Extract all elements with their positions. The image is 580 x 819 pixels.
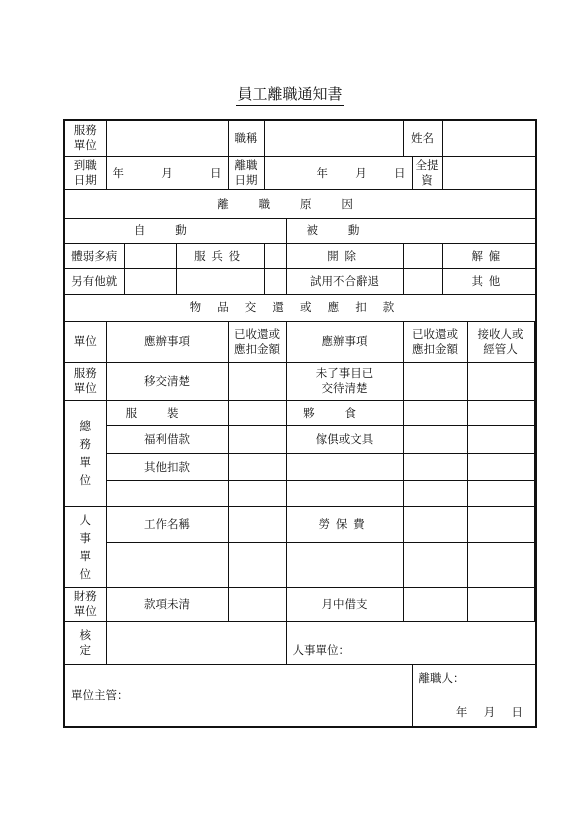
handover-item: 移交清楚 bbox=[106, 362, 228, 401]
year-label: 年 bbox=[112, 165, 124, 180]
service-receiver[interactable] bbox=[467, 362, 534, 401]
resigner-sign-cell[interactable] bbox=[412, 664, 536, 727]
col-unit-header: 單位 bbox=[64, 322, 106, 363]
service-unit-row-label: 服務 單位 bbox=[64, 362, 106, 401]
furniture-amount[interactable] bbox=[403, 426, 467, 453]
job-title-field[interactable] bbox=[264, 120, 403, 156]
unsettled-amount[interactable] bbox=[228, 587, 286, 621]
approval-label: 核 定 bbox=[64, 622, 106, 665]
general-blank-amount-3[interactable] bbox=[403, 481, 467, 506]
hr-receiver-2[interactable] bbox=[467, 542, 534, 587]
reason-other-job-field[interactable] bbox=[176, 269, 264, 294]
col-receiver-header: 接收人或 經管人 bbox=[467, 322, 534, 363]
clothing-amount[interactable] bbox=[228, 401, 286, 426]
service-unit-field[interactable] bbox=[106, 120, 228, 156]
general-receiver-1[interactable] bbox=[467, 401, 534, 426]
job-name-amount[interactable] bbox=[228, 506, 286, 542]
hr-receiver-1[interactable] bbox=[467, 506, 534, 542]
reason-dismissal-label: 開除 bbox=[286, 244, 403, 269]
name-label: 姓名 bbox=[403, 120, 442, 156]
item-other-deduction: 其他扣款 bbox=[106, 453, 228, 480]
reason-military-label: 服兵役 bbox=[176, 244, 264, 269]
item-job-name: 工作名稱 bbox=[106, 506, 228, 542]
form-title bbox=[0, 84, 580, 106]
col-item-header: 應辦事項 bbox=[106, 322, 228, 363]
general-blank-item-3[interactable] bbox=[286, 481, 403, 506]
hr-blank-item[interactable] bbox=[106, 542, 228, 587]
reason-military-checkbox[interactable] bbox=[264, 244, 286, 269]
reason-dismissal-checkbox[interactable] bbox=[403, 244, 442, 269]
col-item2-header: 應辦事項 bbox=[286, 322, 403, 363]
involuntary-label: 被動 bbox=[286, 218, 536, 243]
name-field[interactable] bbox=[442, 120, 536, 156]
general-affairs-label: 總 務 單 位 bbox=[64, 401, 106, 506]
mid-month-advance-amount[interactable] bbox=[403, 587, 467, 621]
resignation-form-table bbox=[63, 119, 537, 728]
labor-insurance-amount[interactable] bbox=[403, 506, 467, 542]
return-header: 物品交還或應扣款 bbox=[64, 294, 536, 321]
col-returned2-header: 已收還或 應扣金額 bbox=[403, 322, 467, 363]
leave-date-label: 離職 日期 bbox=[228, 156, 264, 189]
item-mid-month-advance: 月中借支 bbox=[286, 587, 403, 621]
general-receiver-2[interactable] bbox=[467, 426, 534, 453]
hr-blank-item-2[interactable] bbox=[286, 542, 403, 587]
general-blank-item-2[interactable] bbox=[106, 481, 228, 506]
general-receiver-4[interactable] bbox=[467, 481, 534, 506]
col-extra bbox=[534, 322, 536, 363]
reason-probation-checkbox[interactable] bbox=[403, 269, 442, 294]
job-title-label: 職稱 bbox=[228, 120, 264, 156]
meals-amount[interactable] bbox=[403, 401, 467, 426]
reason-blank-checkbox[interactable] bbox=[264, 269, 286, 294]
col-returned-header: 已收還或 應扣金額 bbox=[228, 322, 286, 363]
form-title-text: 員工離職通知書 bbox=[236, 84, 343, 106]
item-welfare-loan: 福利借款 bbox=[106, 426, 228, 453]
reason-other-job-label: 另有他就 bbox=[64, 269, 124, 294]
other-deduction-amount[interactable] bbox=[228, 453, 286, 480]
pending-item: 未了事目已 交待清楚 bbox=[286, 362, 403, 401]
general-blank-amount-2[interactable] bbox=[228, 481, 286, 506]
finance-unit-label: 財務 單位 bbox=[64, 587, 106, 621]
reason-layoff-label: 解僱 bbox=[442, 244, 536, 269]
full-allowance-label: 全提資 bbox=[412, 156, 442, 189]
supervisor-sign[interactable]: 單位主管： bbox=[64, 664, 412, 727]
reason-other-label: 其他 bbox=[442, 269, 536, 294]
pending-amount[interactable] bbox=[403, 362, 467, 401]
month-label: 月 bbox=[355, 165, 367, 180]
arrival-date-label: 到職 日期 bbox=[64, 156, 106, 189]
general-receiver-3[interactable] bbox=[467, 453, 534, 480]
hr-blank-amount[interactable] bbox=[228, 542, 286, 587]
item-unsettled: 款項未清 bbox=[106, 587, 228, 621]
service-unit-label: 服務 單位 bbox=[64, 120, 106, 156]
year-label: 年 bbox=[316, 165, 329, 180]
reason-illness-label: 體弱多病 bbox=[64, 244, 124, 269]
reason-probation-label: 試用不合辭退 bbox=[286, 269, 403, 294]
day-label: 日 bbox=[394, 165, 406, 180]
month-label: 月 bbox=[161, 165, 173, 180]
hr-unit-label: 人 事 單 位 bbox=[64, 506, 106, 587]
voluntary-label: 自動 bbox=[64, 218, 286, 243]
day-label: 日 bbox=[210, 165, 222, 180]
item-clothing: 服裝 bbox=[106, 401, 228, 426]
handover-amount[interactable] bbox=[228, 362, 286, 401]
item-furniture: 傢俱或文具 bbox=[286, 426, 403, 453]
reason-header: 離職原因 bbox=[64, 190, 536, 218]
resign-date: 年 月 日 bbox=[455, 705, 524, 719]
general-blank-item[interactable] bbox=[286, 453, 403, 480]
finance-receiver[interactable] bbox=[467, 587, 534, 621]
hr-blank-amount-2[interactable] bbox=[403, 542, 467, 587]
arrival-date-field[interactable] bbox=[106, 156, 228, 189]
full-allowance-field[interactable] bbox=[442, 156, 536, 189]
general-blank-amount[interactable] bbox=[403, 453, 467, 480]
item-meals: 夥食 bbox=[286, 401, 403, 426]
hr-unit-sign: 人事單位： bbox=[286, 622, 536, 665]
resigner-label: 離職人： bbox=[418, 670, 465, 685]
approval-field[interactable] bbox=[106, 622, 286, 665]
leave-date-field[interactable] bbox=[264, 156, 412, 189]
item-labor-insurance: 勞保費 bbox=[286, 506, 403, 542]
reason-other-job-checkbox[interactable] bbox=[124, 269, 176, 294]
reason-illness-checkbox[interactable] bbox=[124, 244, 176, 269]
welfare-loan-amount[interactable] bbox=[228, 426, 286, 453]
